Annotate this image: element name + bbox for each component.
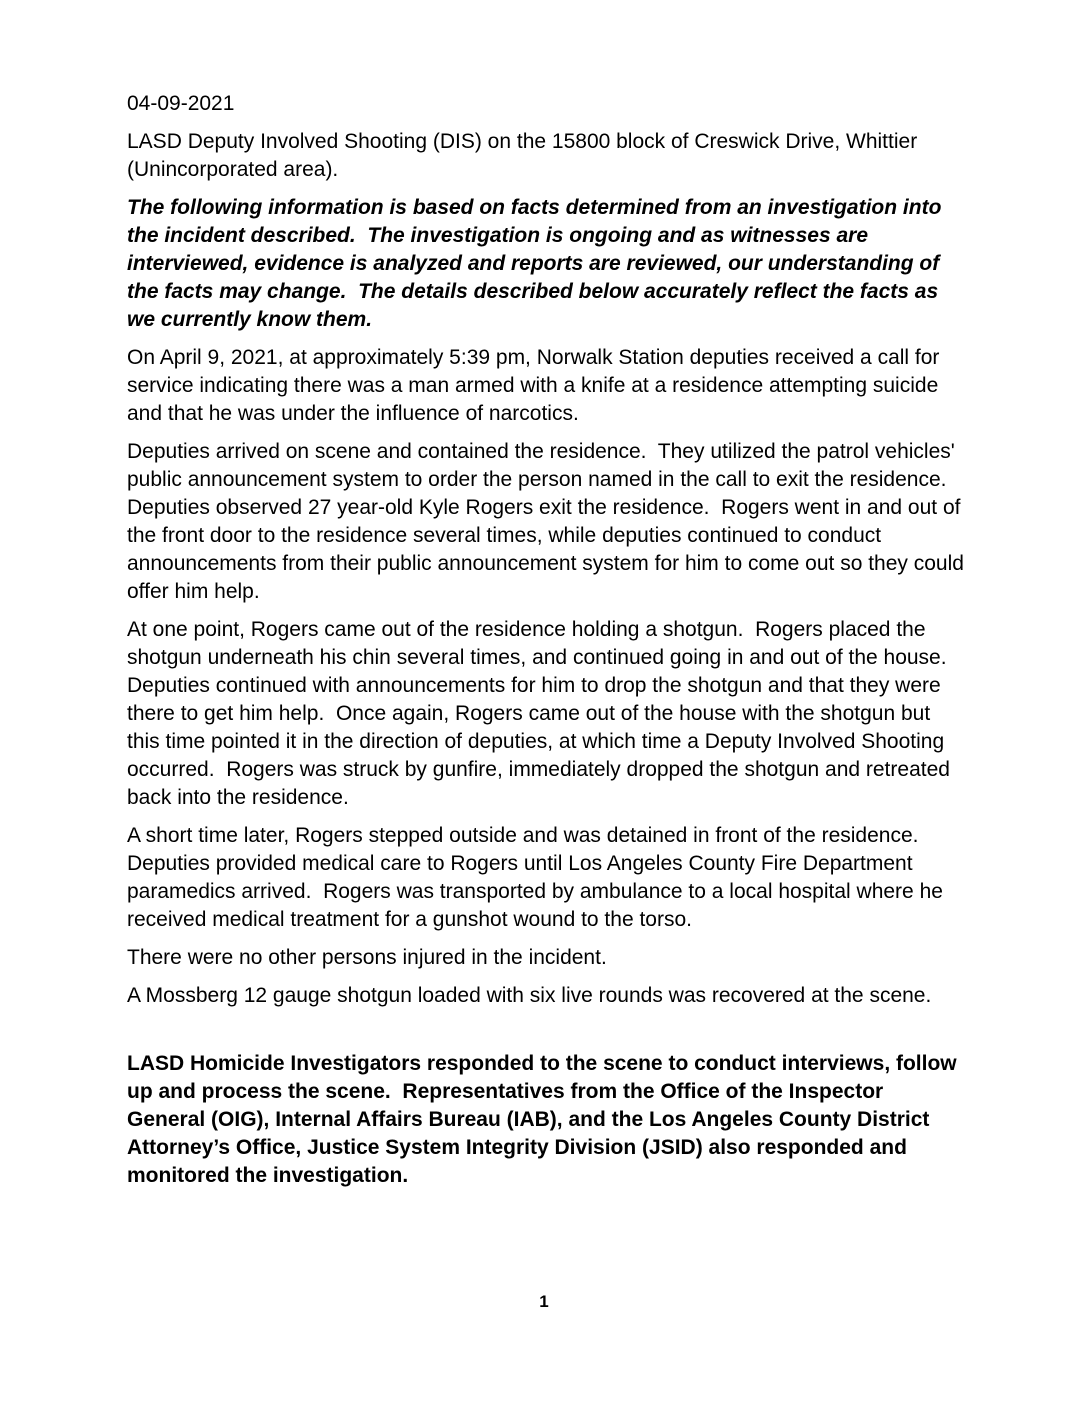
disclaimer-paragraph: The following information is based on facts determined from an investigation into the incident described. The investigation is ongoing and as witnesses are interviewed, evidence is analyzed and reports are reviewed, our understanding of the facts may change. The details described below accurately reflect the facts as we currently know them.: [127, 196, 948, 331]
body-paragraph-medical-care: A short time later, Rogers stepped outside and was detained in front of the residence. Deputies provided medical care to Rogers until Los Angeles County Fire Department paramedics arrived. Rogers was transported by ambulance to a local hospital where he received medical treatment for a gunshot wound to the torso.: [127, 824, 949, 931]
body-paragraph-no-injuries: There were no other persons injured in the incident.: [127, 946, 607, 969]
body-paragraph-weapon-recovered: A Mossberg 12 gauge shotgun loaded with six live rounds was recovered at the scene.: [127, 984, 932, 1007]
closing-paragraph-investigators: LASD Homicide Investigators responded to the scene to conduct interviews, follow up and process the scene. Representatives from the Office of the Inspector General (OIG), Internal Affairs Bureau (IAB), and the Los Angeles County District Attorney’s Office, Justice System Integrity Division (JSID) also responded and monitored the investigation.: [127, 1052, 963, 1187]
page-number: 1: [539, 1292, 549, 1311]
body-paragraph-deputies-arrived: Deputies arrived on scene and contained the residence. They utilized the patrol vehicles' public announcement system to order the person named in the call to exit the residence. Deputies observed 27 year-old Kyle Rogers exit the residence. Rogers went in and out of the front door to the residence several times, while deputies continued to conduct announcements from their public announcement system for him to come out so they could offer him help.: [127, 440, 970, 603]
headline-paragraph: LASD Deputy Involved Shooting (DIS) on the 15800 block of Creswick Drive, Whittier (Unincorporated area).: [127, 130, 924, 181]
date-line: 04-09-2021: [127, 92, 235, 115]
body-paragraph-shooting: At one point, Rogers came out of the residence holding a shotgun. Rogers placed the shotgun underneath his chin several times, and continued going in and out of the house. Deputies continued with announcements for him to drop the shotgun and that they were there to get him help. Once again, Rogers came out of the house with the shotgun but this time pointed it in the direction of deputies, at which time a Deputy Involved Shooting occurred. Rogers was struck by gunfire, immediately dropped the shotgun and retreated back into the residence.: [127, 618, 959, 809]
document-content: [127, 90, 970, 1200]
body-paragraph-call-for-service: On April 9, 2021, at approximately 5:39 pm, Norwalk Station deputies received a call for service indicating there was a man armed with a knife at a residence attempting suicide and that he was under the influence of narcotics.: [127, 346, 946, 425]
